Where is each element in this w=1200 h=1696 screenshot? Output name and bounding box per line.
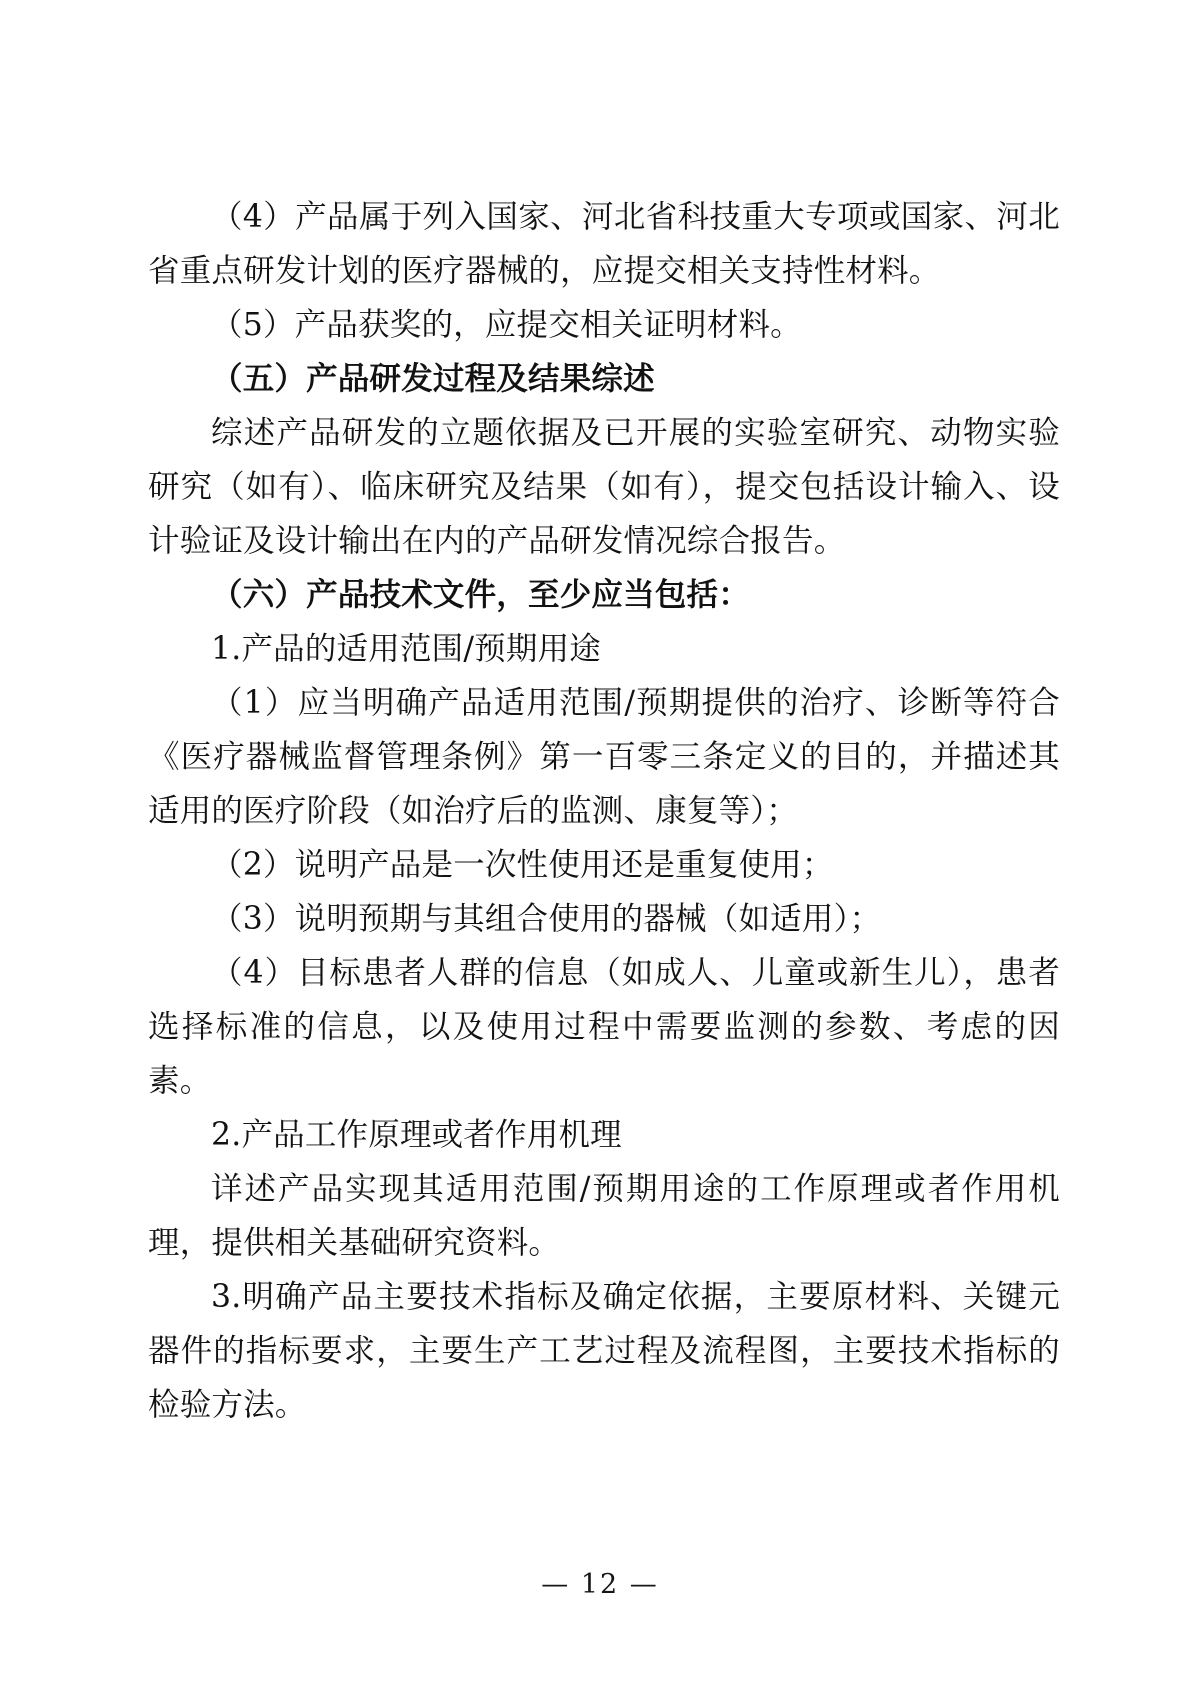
paragraph-item-3-indicators: 3.明确产品主要技术指标及确定依据，主要原材料、关键元器件的指标要求，主要生产工艺过程及流程图，主要技术指标的检验方法。 — [148, 1279, 1060, 1423]
paragraph-item-4-major-project: （4）产品属于列入国家、河北省科技重大专项或国家、河北省重点研发计划的医疗器械的，应提交相关支持性材料。 — [148, 199, 1060, 289]
heading-section-5: （五）产品研发过程及结果综述 — [211, 360, 655, 397]
paragraph-item-1-sub-2: （2）说明产品是一次性使用还是重复使用； — [211, 847, 834, 883]
paragraph-item-1-sub-3: （3）说明预期与其组合使用的器械（如适用）； — [211, 901, 882, 937]
heading-item-2-principle: 2.产品工作原理或者作用机理 — [211, 1117, 622, 1153]
paragraph-section-5-body: 综述产品研发的立题依据及已开展的实验室研究、动物实验研究（如有）、临床研究及结果（如有），提交包括设计输入、设计验证及设计输出在内的产品研发情况综合报告。 — [148, 415, 1060, 559]
paragraph-item-2-body: 详述产品实现其适用范围/预期用途的工作原理或者作用机理，提供相关基础研究资料。 — [148, 1171, 1060, 1261]
paragraph-item-1-sub-4: （4）目标患者人群的信息（如成人、儿童或新生儿），患者选择标准的信息，以及使用过程中需要监测的参数、考虑的因素。 — [148, 955, 1060, 1099]
paragraph-item-1-sub-1: （1）应当明确产品适用范围/预期提供的治疗、诊断等符合《医疗器械监督管理条例》第一百零三条定义的目的，并描述其适用的医疗阶段（如治疗后的监测、康复等）； — [148, 685, 1060, 829]
document-body — [148, 190, 1060, 1432]
heading-section-6: （六）产品技术文件，至少应当包括： — [211, 576, 750, 613]
page-number: — 12 — — [541, 1569, 659, 1600]
paragraph-item-5-award: （5）产品获奖的，应提交相关证明材料。 — [211, 307, 802, 343]
heading-item-1-scope: 1.产品的适用范围/预期用途 — [211, 631, 601, 667]
